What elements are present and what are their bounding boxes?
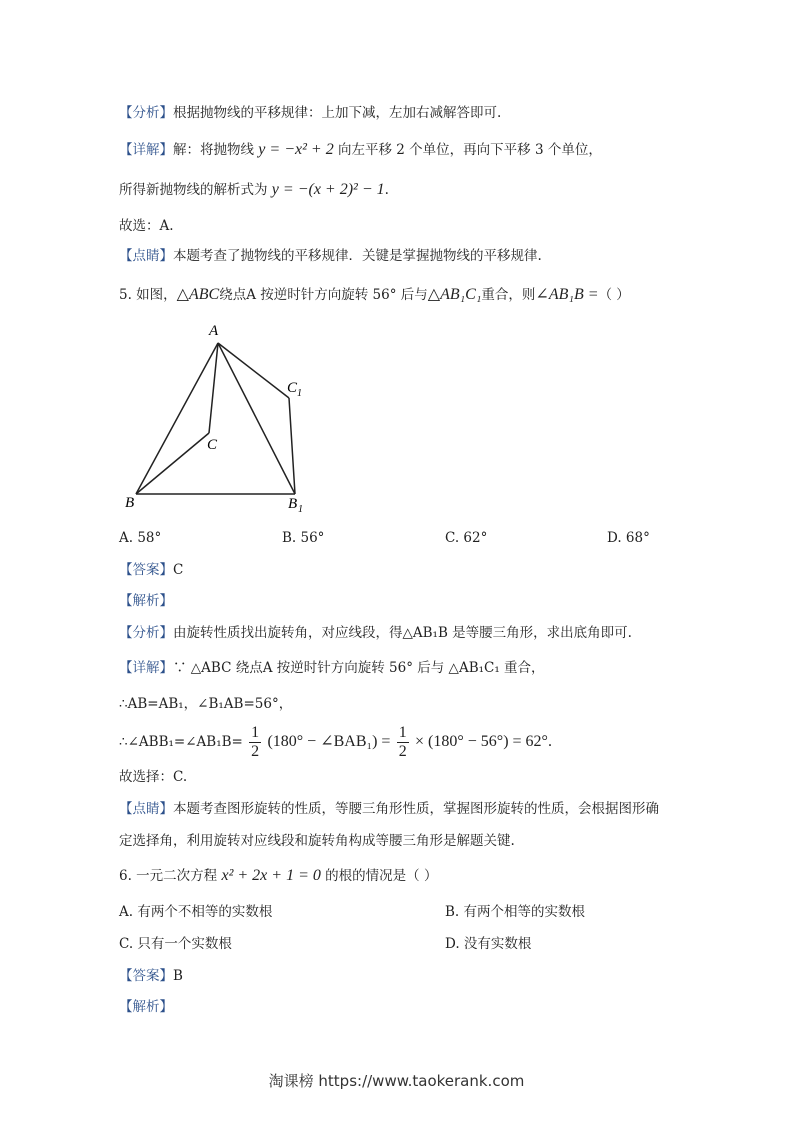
q4-comment bbox=[119, 246, 542, 266]
q5-option-c: C. 62° bbox=[445, 530, 488, 546]
analysis-text: 由旋转性质找出旋转角，对应线段，得△AB₁B 是等腰三角形，求出底角即可. bbox=[173, 625, 632, 641]
footer-watermark: 淘课榜 https://www.taokerank.com bbox=[268, 1072, 525, 1090]
detail-formula: y = −x² + 2 bbox=[258, 141, 334, 158]
q5-stem-a: 5. 如图， bbox=[119, 287, 177, 303]
q6-stem bbox=[119, 866, 437, 886]
q5-comment-1 bbox=[119, 799, 659, 819]
edge-ac1 bbox=[218, 343, 289, 398]
q5-option-b: B. 56° bbox=[282, 530, 325, 546]
edge-ab1 bbox=[218, 343, 295, 494]
label-a: A bbox=[209, 323, 219, 339]
analysis-text: 根据抛物线的平移规律：上加下减，左加右减解答即可. bbox=[173, 105, 502, 121]
fraction-half-2: $\frac{1}{2}$ bbox=[398, 724, 407, 760]
jiexi-tag: 【解析】 bbox=[119, 593, 173, 609]
q6-stem-formula: x² + 2x + 1 = 0 bbox=[221, 867, 321, 884]
q6-stem-a: 6. 一元二次方程 bbox=[119, 868, 218, 884]
q5-choice: 故选择：C. bbox=[119, 769, 188, 785]
comment-tag: 【点睛】 bbox=[119, 801, 173, 817]
answer-tag: 【答案】 bbox=[119, 562, 173, 578]
label-c1: C bbox=[287, 380, 298, 396]
figure-lines bbox=[136, 343, 295, 494]
analysis-tag: 【分析】 bbox=[119, 625, 173, 641]
q5-stem-angle: ∠AB₁B = bbox=[535, 286, 599, 303]
q5-stem-paren: （ ） bbox=[598, 287, 630, 303]
q4-result: 所得新抛物线的解析式为 y = −(x + 2)² − 1. bbox=[119, 181, 389, 198]
q5-answer bbox=[119, 560, 183, 580]
edge-bc bbox=[136, 433, 209, 494]
result-text: 所得新抛物线的解析式为 bbox=[119, 182, 268, 198]
rotation-figure bbox=[115, 318, 315, 518]
q5-jiexi bbox=[119, 591, 173, 611]
q6-answer bbox=[119, 966, 183, 986]
q5-detail bbox=[119, 658, 545, 678]
edge-c1b1 bbox=[289, 398, 295, 494]
q6-stem-b: 的根的情况是（ ） bbox=[325, 868, 438, 884]
q6-option-a: A. 有两个不相等的实数根 bbox=[119, 904, 273, 920]
q4-choice: 故选：A. bbox=[119, 218, 174, 234]
q4-analysis bbox=[119, 103, 501, 123]
q6-option-d: D. 没有实数根 bbox=[445, 936, 532, 952]
q4-detail bbox=[119, 140, 602, 160]
line3-c: × (180° − 56°) = 62°. bbox=[415, 733, 552, 750]
detail-tag: 【详解】 bbox=[119, 142, 173, 158]
q5-option-d: D. 68° bbox=[607, 530, 650, 546]
q5-stem-c: 重合，则 bbox=[481, 287, 536, 303]
answer-tag: 【答案】 bbox=[119, 968, 173, 984]
detail-text-b: 向左平移 2 个单位，再向下平移 3 个单位， bbox=[337, 142, 602, 158]
detail-text: ∵ △ABC 绕点A 按逆时针方向旋转 56° 后与 △AB₁C₁ 重合， bbox=[173, 660, 545, 676]
label-c: C bbox=[207, 437, 218, 453]
result-formula: y = −(x + 2)² − 1 bbox=[271, 181, 385, 198]
edge-ab bbox=[136, 343, 218, 494]
q5-line2: ∴AB=AB₁，∠B₁AB=56°， bbox=[119, 696, 293, 712]
q5-option-a: A. 58° bbox=[119, 530, 162, 546]
q5-stem-triangle2: △AB₁C₁ bbox=[427, 286, 482, 303]
jiexi-tag: 【解析】 bbox=[119, 999, 173, 1015]
q5-analysis bbox=[119, 623, 632, 643]
q6-option-b: B. 有两个相等的实数根 bbox=[445, 904, 586, 920]
q5-line3 bbox=[119, 724, 552, 761]
comment-text-1: 本题考查图形旋转的性质，等腰三角形性质，掌握图形旋转的性质，会根据图形确 bbox=[173, 801, 659, 817]
fraction-half-1: $\frac{1}{2}$ bbox=[251, 724, 260, 760]
label-c1-sub: 1 bbox=[297, 388, 302, 399]
q6-option-c: C. 只有一个实数根 bbox=[119, 936, 232, 952]
answer-value: C bbox=[173, 562, 184, 578]
detail-tag: 【详解】 bbox=[119, 660, 173, 676]
q5-stem bbox=[119, 285, 630, 305]
line3-b: (180° − ∠BAB₁) = bbox=[267, 733, 391, 750]
label-b1: B bbox=[288, 496, 298, 512]
q5-comment-2: 定选择角，利用旋转对应线段和旋转角构成等腰三角形是解题关键. bbox=[119, 833, 515, 849]
analysis-tag: 【分析】 bbox=[119, 105, 173, 121]
label-b1-sub: 1 bbox=[298, 504, 303, 515]
detail-text-a: 解：将抛物线 bbox=[173, 142, 254, 158]
q5-stem-b: 绕点A 按逆时针方向旋转 56° 后与 bbox=[219, 287, 428, 303]
comment-tag: 【点睛】 bbox=[119, 248, 173, 264]
label-b: B bbox=[125, 495, 135, 511]
q6-jiexi bbox=[119, 997, 173, 1017]
q5-stem-triangle: △ABC bbox=[176, 286, 220, 303]
line3-a: ∴∠ABB₁=∠AB₁B= bbox=[119, 734, 243, 750]
comment-text: 本题考查了抛物线的平移规律．关键是掌握抛物线的平移规律. bbox=[173, 248, 542, 264]
answer-value: B bbox=[173, 968, 183, 984]
